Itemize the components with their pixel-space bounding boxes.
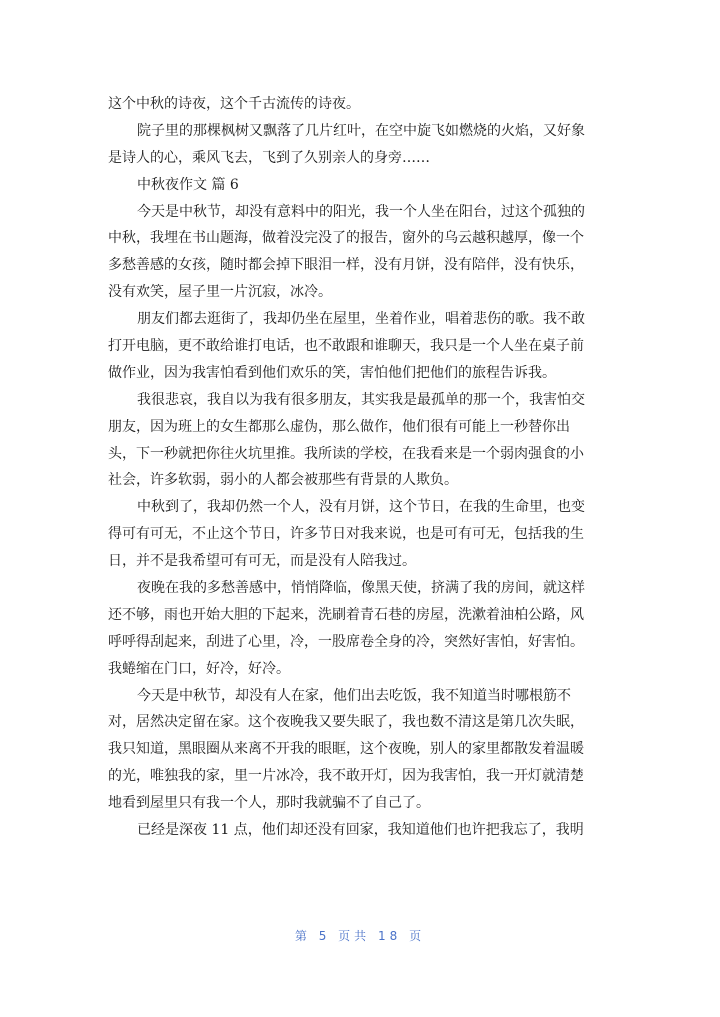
text-line: 没有欢笑，屋子里一片沉寂，冰冷。 bbox=[108, 284, 332, 301]
page-total: 18 bbox=[378, 929, 402, 943]
text-line: 这个中秋的诗夜，这个千古流传的诗夜。 bbox=[108, 96, 360, 112]
text-line: 朋友，因为班上的女生都那么虚伪，那么做作，他们很有可能上一秒替你出 bbox=[108, 418, 570, 435]
text-line: 打开电脑，更不敢给谁打电话，也不敢跟和谁聊天，我只是一个人坐在桌子前 bbox=[108, 338, 584, 355]
page-number: 5 bbox=[318, 929, 331, 943]
text-line: 我很悲哀，我自以为我有很多朋友，其实我是最孤单的那一个，我害怕交 bbox=[137, 391, 585, 408]
text-line: 今天是中秋节，却没有意料中的阳光，我一个人坐在阳台，过这个孤独的 bbox=[137, 203, 585, 220]
text-line: 对，居然决定留在家。这个夜晚我又要失眠了，我也数不清这是第几次失眠， bbox=[108, 714, 584, 731]
text-line: 我只知道，黑眼圈从来离不开我的眼眶，这个夜晚，别人的家里都散发着温暖 bbox=[108, 741, 584, 758]
footer-suffix: 页 bbox=[409, 929, 426, 943]
text-line: 做作业，因为我害怕看到他们欢乐的笑，害怕他们把他们的旅程告诉我。 bbox=[108, 364, 556, 381]
text-line: 中秋，我埋在书山题海，做着没完没了的报告，窗外的乌云越积越厚，像一个 bbox=[108, 230, 584, 247]
text-line: 日，并不是我希望可有可无，而是没有人陪我过。 bbox=[108, 553, 416, 570]
text-line: 的光，唯独我的家，里一片冰冷，我不敢开灯，因为我害怕，我一开灯就清楚 bbox=[108, 768, 584, 785]
text-line: 夜晚在我的多愁善感中，悄悄降临，像黑天使，挤满了我的房间，就这样 bbox=[137, 580, 585, 597]
section-heading: 中秋夜作文 篇 6 bbox=[137, 176, 239, 193]
text-line: 今天是中秋节，却没有人在家，他们出去吃饭，我不知道当时哪根筋不 bbox=[137, 687, 571, 704]
text-line: 社会，许多软弱，弱小的人都会被那些有背景的人欺负。 bbox=[108, 472, 458, 489]
text-line: 还不够，雨也开始大胆的下起来，洗刷着青石巷的房屋，洗漱着油柏公路，风 bbox=[108, 606, 584, 623]
text-line: 是诗人的心，乘风飞去，飞到了久别亲人的身旁…… bbox=[108, 149, 430, 166]
text-line: 多愁善感的女孩，随时都会掉下眼泪一样，没有月饼，没有陪伴，没有快乐， bbox=[108, 257, 584, 274]
text-line: 头，下一秒就把你往火坑里推。我所读的学校，在我看来是一个弱肉强食的小 bbox=[108, 445, 584, 462]
text-line: 中秋到了，我却仍然一个人，没有月饼，这个节日，在我的生命里，也变 bbox=[137, 499, 585, 516]
footer-middle: 页共 bbox=[338, 929, 371, 943]
text-line: 我蜷缩在门口，好冷，好冷。 bbox=[108, 660, 290, 677]
text-line: 院子里的那棵枫树又飘落了几片红叶，在空中旋飞如燃烧的火焰，又好象 bbox=[137, 122, 585, 139]
text-line: 得可有可无，不止这个节日，许多节日对我来说，也是可有可无，包括我的生 bbox=[108, 526, 584, 543]
text-line: 呼呼得刮起来，刮进了心里，冷，一股席卷全身的冷，突然好害怕，好害怕。 bbox=[108, 633, 584, 650]
footer-prefix: 第 bbox=[294, 929, 311, 943]
text-line: 地看到屋里只有我一个人，那时我就骗不了自己了。 bbox=[108, 795, 430, 812]
text-line: 朋友们都去逛街了，我却仍坐在屋里，坐着作业，唱着悲伤的歌。我不敢 bbox=[137, 311, 585, 328]
text-line: 已经是深夜 11 点，他们却还没有回家，我知道他们也许把我忘了，我明 bbox=[137, 822, 584, 839]
document-body bbox=[108, 91, 600, 844]
page-footer bbox=[0, 927, 720, 944]
